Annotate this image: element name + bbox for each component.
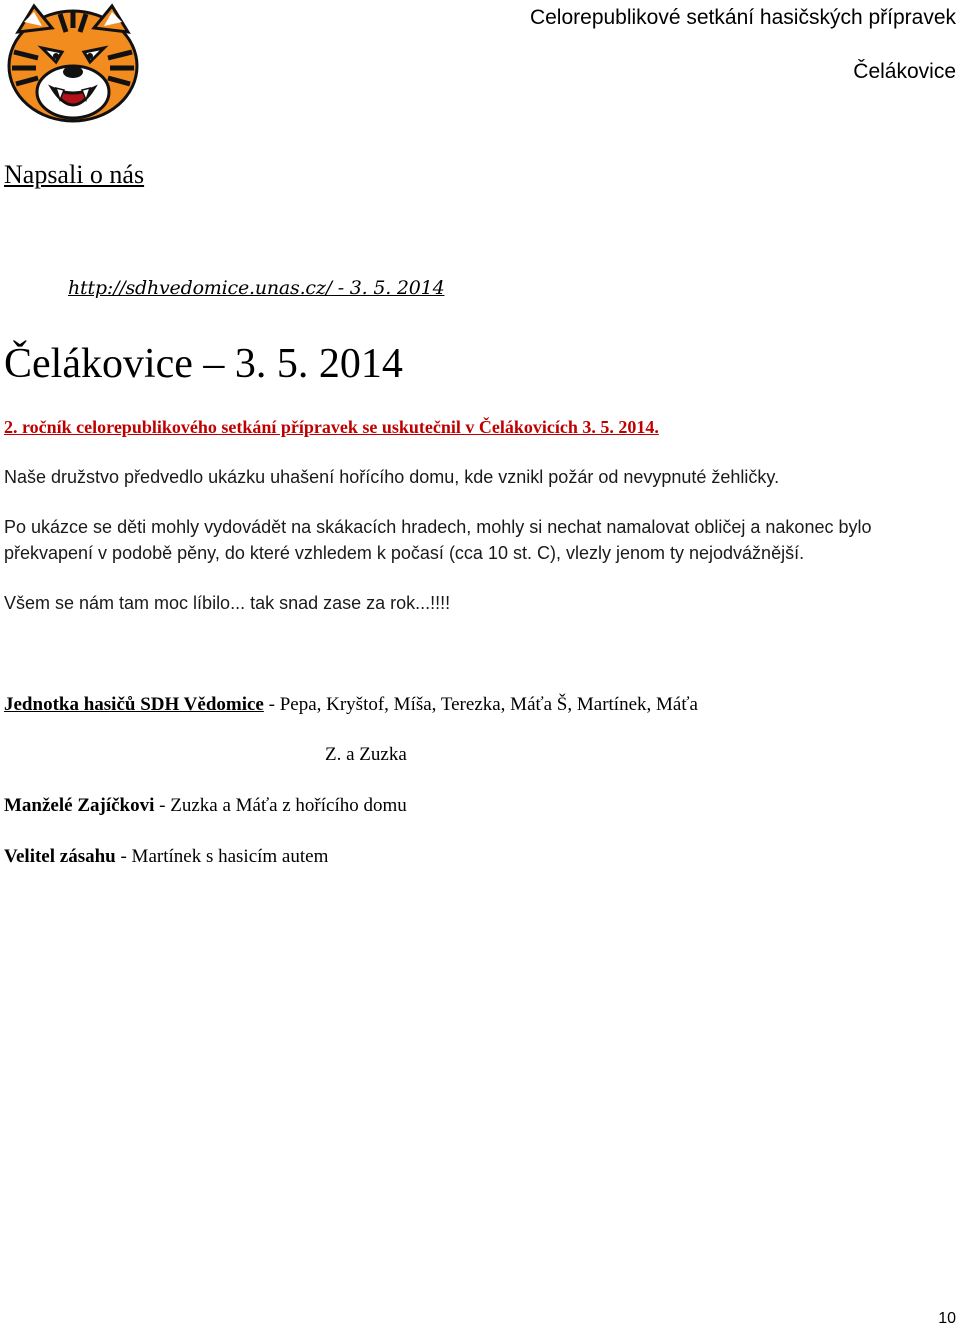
header-subtitle: Čelákovice <box>853 60 956 83</box>
commander-label: Velitel zásahu <box>4 846 116 867</box>
tiger-mascot-icon <box>4 2 142 124</box>
team-members: - Pepa, Kryštof, Míša, Terezka, Máťa Š, Martínek, Máťa <box>263 694 698 715</box>
team-members-continued: Z. a Zuzka <box>325 744 407 765</box>
couple-line <box>4 793 407 819</box>
section-title: Napsali o nás <box>4 160 145 189</box>
article-subtitle-link[interactable]: 2. ročník celorepublikového setkání přípravek se uskutečnil v Čelákovicích 3. 5. 2014. <box>4 417 659 437</box>
page-number: 10 <box>938 1310 956 1327</box>
article-paragraph: Všem se nám tam moc líbilo... tak snad zase za rok...!!!! <box>4 593 451 613</box>
source-link[interactable]: http://sdhvedomice.unas.cz/ - 3. 5. 2014 <box>68 277 445 299</box>
commander-text: - Martínek s hasicím autem <box>115 846 329 867</box>
couple-text: - Zuzka a Máťa z hořícího domu <box>154 795 407 816</box>
team-label: Jednotka hasičů SDH Vědomice <box>4 694 264 715</box>
article-paragraph: Naše družstvo předvedlo ukázku uhašení hořícího domu, kde vznikl požár od nevypnuté žehličky. <box>4 467 780 487</box>
article-paragraph: Po ukázce se děti mohly vydovádět na skákacích hradech, mohly si nechat namalovat obličej a nakonec bylo překvapení v podobě pěny, do které vzhledem k počasí (cca 10 st. C), vlezly jenom ty nejodvážnější. <box>4 517 872 563</box>
header-title: Celorepublikové setkání hasičských přípravek <box>529 6 956 29</box>
couple-label: Manželé Zajíčkovi <box>4 795 155 816</box>
article-title: Čelákovice – 3. 5. 2014 <box>4 341 403 387</box>
commander-line <box>4 844 328 870</box>
team-line <box>4 692 698 718</box>
